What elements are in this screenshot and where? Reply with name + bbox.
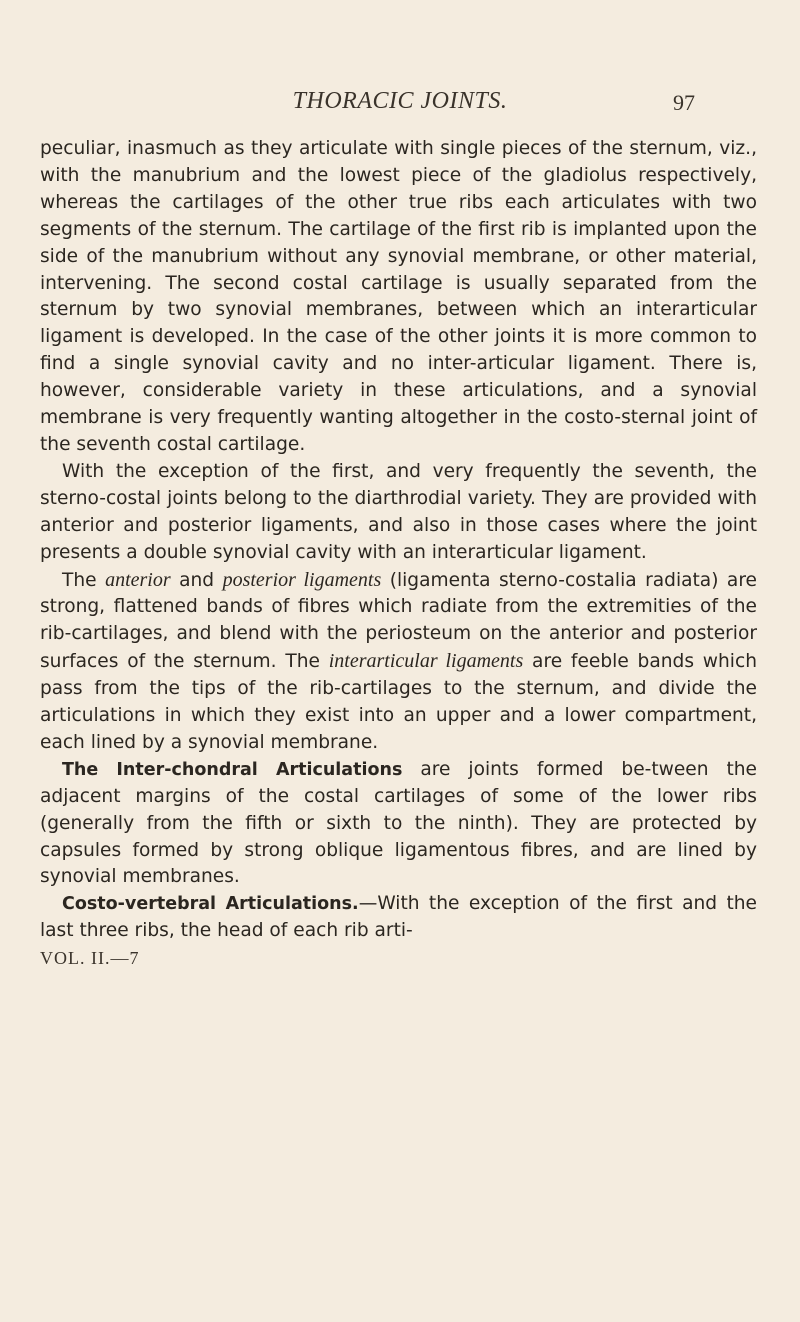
text-segment: are joints formed be-tween the adjacent margins of the costal cartilages of some of the lower ribs (generally from the fifth or sixth to the ninth). They are protected by capsules formed by strong oblique ligamentous fibres, and are lined by synovial membranes. bbox=[40, 758, 757, 888]
paragraph-ligaments bbox=[40, 567, 757, 757]
term-posterior-ligaments: posterior ligaments bbox=[222, 568, 382, 591]
page-number: 97 bbox=[673, 90, 695, 115]
running-head bbox=[0, 88, 800, 118]
term-anterior: anterior bbox=[105, 568, 171, 591]
text-segment: The bbox=[62, 569, 106, 591]
section-heading-inter-chondral: The Inter-chondral Articulations bbox=[62, 759, 403, 780]
volume-signature: VOL. II.—7 bbox=[40, 948, 140, 969]
term-interarticular-ligaments: interarticular ligaments bbox=[328, 650, 524, 673]
paragraph-costo-vertebral bbox=[40, 891, 757, 945]
text-segment: and bbox=[170, 569, 223, 591]
paragraph-sterno-costal-joints: With the exception of the first, and very frequently the seventh, the sterno-costal joints belong to the diarthrodial variety. They are provided with anterior and posterior ligaments, and also in those cases where the joint presents a double synovial cavity with an interarticular ligament. bbox=[40, 460, 757, 563]
paragraph-inter-chondral bbox=[40, 757, 757, 892]
section-heading-costo-vertebral: Costo-vertebral Articulations. bbox=[62, 894, 359, 915]
text-segment: (ligamenta sterno-costalia radiata) are strong, flattened bands of fibres which radiate from the extremities of the rib-cartilages, and blend with the periosteum on the anterior and posterior surfaces of the sternum. The bbox=[40, 569, 757, 673]
text-segment: are feeble bands which pass from the tips of the rib-cartilages to the sternum, and divide the articulations in which they exist into an upper and a lower compartment, each lined by a synovial membrane. bbox=[40, 651, 757, 753]
running-title: THORACIC JOINTS. bbox=[292, 88, 508, 114]
paragraph-costal-cartilages: peculiar, inasmuch as they articulate with single pieces of the sternum, viz., with the manubrium and the lowest piece of the gladiolus respectively, whereas the cartilages of the other true ribs each articulates with two segments of the sternum. The cartilage of the first rib is implanted upon the side of the manubrium without any synovial membrane, or other material, intervening. The second costal cartilage is usually separated from the sternum by two synovial membranes, between which an interarticular ligament is developed. In the case of the other joints it is more common to find a single synovial cavity and no inter-articular ligament. There is, however, considerable variety in these articulations, and a synovial membrane is very frequently wanting altogether in the costo-sternal joint of the seventh costal cartilage. bbox=[40, 138, 757, 455]
text-segment: —With the exception of the first and the last three ribs, the head of each rib arti- bbox=[40, 893, 757, 942]
body-text bbox=[40, 136, 757, 972]
